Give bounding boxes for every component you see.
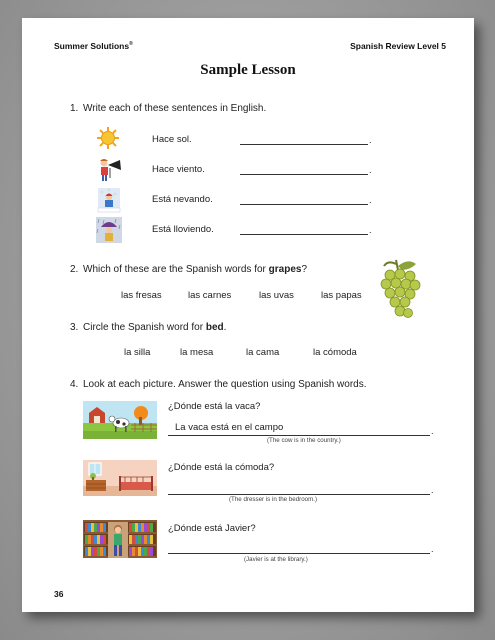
farm-scene-icon [83,401,157,439]
bedroom-scene-icon [83,460,157,496]
header-left-sup: ® [129,41,133,48]
q4-hint-1: (The dresser is in the bedroom.) [229,496,318,503]
q1-item-text-0: Hace sol. [152,134,192,145]
q3-prompt-bold: bed [205,322,224,333]
q1-answer-line-3[interactable] [240,234,368,235]
q4-answer-0[interactable]: La vaca está en el campo [175,422,284,433]
q3-prompt-end: . [223,322,227,333]
q3-option-2[interactable]: la cama [246,347,280,358]
page-number: 36 [54,589,64,599]
q2-prompt-text: Which of these are the Spanish words for [83,264,269,275]
q1-period-0: . [369,135,372,145]
q4-period-2: . [431,544,434,554]
snow-icon [96,186,122,214]
q4-answer-line-1[interactable] [168,494,430,495]
q4-number: 4. [70,379,79,390]
header-right: Spanish Review Level 5 [350,41,446,51]
q3-prompt-text: Circle the Spanish word for [83,322,206,333]
library-scene-icon [83,520,157,558]
q4-question-0: ¿Dónde está la vaca? [168,401,261,412]
q1-item-text-1: Hace viento. [152,164,205,175]
q2-prompt-bold: grapes [268,264,302,275]
q4-hint-0: (The cow is in the country.) [267,437,341,444]
q1-period-1: . [369,165,372,175]
q4-answer-line-2[interactable] [168,553,430,554]
q2-prompt-end: ? [301,264,308,275]
grapes-icon [378,258,424,322]
header-left-text: Summer Solutions [54,41,130,51]
worksheet-page [22,18,474,612]
q1-answer-line-1[interactable] [240,174,368,175]
q1-answer-line-2[interactable] [240,204,368,205]
q3-prompt [83,322,226,333]
sun-icon [96,126,120,150]
q3-option-1[interactable]: la mesa [180,347,214,358]
header-left [54,41,133,51]
q4-prompt: Look at each picture. Answer the question using Spanish words. [83,379,367,390]
q1-answer-line-0[interactable] [240,144,368,145]
q2-option-0[interactable]: las fresas [121,290,162,301]
q4-answer-line-0[interactable] [168,435,430,436]
q1-item-text-3: Está lloviendo. [152,224,214,235]
q2-option-2[interactable]: las uvas [259,290,294,301]
q3-number: 3. [70,322,79,333]
q4-question-1: ¿Dónde está la cómoda? [168,462,275,473]
q4-question-2: ¿Dónde está Javier? [168,523,256,534]
rain-icon [94,215,124,245]
q2-number: 2. [70,264,79,275]
q1-period-3: . [369,225,372,235]
q1-period-2: . [369,195,372,205]
q2-prompt [83,264,307,275]
q1-number: 1. [70,103,79,114]
wind-icon [94,156,124,184]
q1-item-text-2: Está nevando. [152,194,213,205]
q2-option-1[interactable]: las carnes [188,290,232,301]
q1-prompt: Write each of these sentences in English. [83,103,267,114]
q3-option-3[interactable]: la cómoda [313,347,357,358]
page-title: Sample Lesson [200,62,296,78]
q3-option-0[interactable]: la silla [124,347,151,358]
q4-period-0: . [431,426,434,436]
q2-option-3[interactable]: las papas [321,290,362,301]
q4-hint-2: (Javier is at the library.) [244,556,308,563]
q4-period-1: . [431,485,434,495]
